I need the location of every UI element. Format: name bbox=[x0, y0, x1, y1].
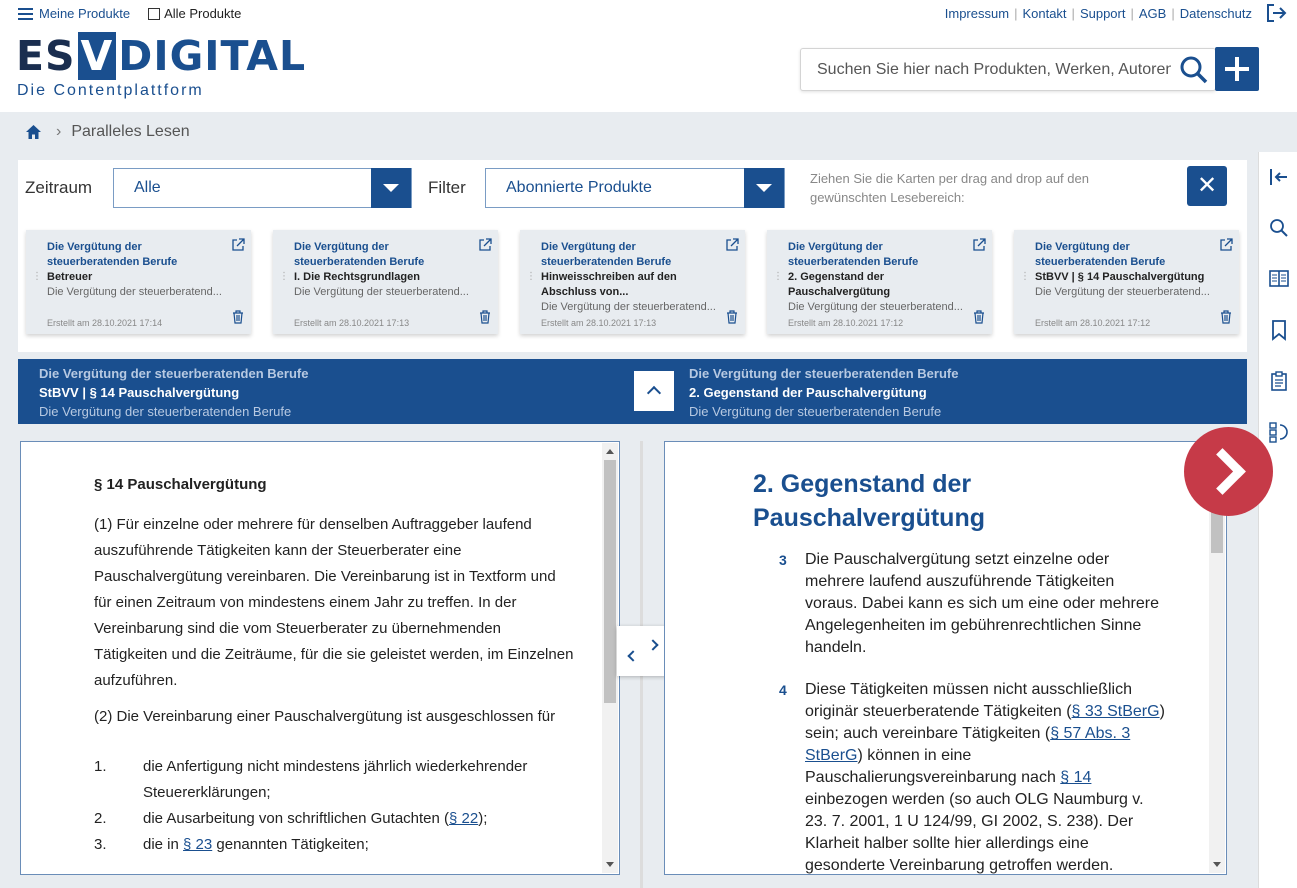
external-link-icon[interactable] bbox=[1219, 238, 1233, 252]
zeitraum-label: Zeitraum bbox=[25, 178, 93, 197]
all-products-label: Alle Produkte bbox=[164, 6, 242, 21]
top-left-links bbox=[18, 6, 259, 21]
zeitraum-select[interactable] bbox=[113, 168, 412, 208]
pane-navigation bbox=[617, 626, 667, 676]
chevron-left-icon[interactable] bbox=[627, 650, 638, 661]
bookmark-icon[interactable] bbox=[1268, 319, 1290, 341]
collapse-header-button[interactable] bbox=[634, 371, 674, 411]
drag-handle-icon[interactable]: ⋮ bbox=[1020, 271, 1030, 282]
chevron-right-icon[interactable] bbox=[647, 639, 658, 650]
right-book-title: Die Vergütung der steuerberatenden Berufe bbox=[689, 366, 959, 381]
reading-card[interactable] bbox=[1014, 230, 1239, 334]
link-paragraph-14[interactable]: § 14 bbox=[1060, 769, 1092, 786]
card-created: Erstellt am 28.10.2021 17:13 bbox=[294, 318, 410, 328]
next-arrow-button[interactable] bbox=[1184, 427, 1273, 516]
card-source: Die Vergütung der steuerberatend... bbox=[294, 286, 469, 298]
left-heading: § 14 Pauschalvergütung bbox=[94, 476, 267, 493]
right-source: Die Vergütung der steuerberatenden Berufe bbox=[689, 404, 942, 419]
card-title: Die Vergütung der steuerberatenden Berufe bbox=[294, 241, 425, 268]
card-created: Erstellt am 28.10.2021 17:12 bbox=[1035, 318, 1151, 328]
search-icon[interactable] bbox=[1268, 217, 1290, 239]
close-button[interactable]: ✕ bbox=[1187, 166, 1227, 206]
breadcrumb-current: Paralleles Lesen bbox=[71, 123, 190, 140]
left-book-title: Die Vergütung der steuerberatenden Berufe bbox=[39, 366, 309, 381]
reading-card[interactable] bbox=[273, 230, 498, 334]
link-datenschutz[interactable]: Datenschutz bbox=[1179, 6, 1252, 21]
chevron-right-icon: › bbox=[56, 123, 62, 140]
reading-card[interactable] bbox=[767, 230, 992, 334]
scroll-down-icon[interactable] bbox=[606, 862, 614, 867]
book-open-icon[interactable] bbox=[1268, 268, 1290, 290]
right-toolbar bbox=[1258, 152, 1297, 888]
filter-select[interactable] bbox=[485, 168, 785, 208]
my-products-label: Meine Produkte bbox=[39, 6, 131, 21]
breadcrumb bbox=[0, 112, 1297, 152]
chevron-down-icon[interactable] bbox=[371, 168, 411, 208]
card-section: StBVV | § 14 Pauschalvergütung bbox=[1035, 271, 1205, 283]
card-title: Die Vergütung der steuerberatenden Berufe bbox=[1035, 241, 1166, 268]
card-source: Die Vergütung der steuerberatend... bbox=[47, 286, 222, 298]
right-paragraph-3: Die Pauschalvergütung setzt einzelne oder mehrere laufend auszuführende Tätigkeiten voraus. Dabei kann es sich um eine oder mehrere Angelegenheiten im gebührenrechtlichen Sinne handeln. bbox=[805, 551, 1159, 656]
card-created: Erstellt am 28.10.2021 17:13 bbox=[541, 318, 657, 328]
external-link-icon[interactable] bbox=[972, 238, 986, 252]
card-section: Hinweisschreiben auf den Abschluss von... bbox=[541, 271, 677, 298]
list-item: 3. die in § 23 genannten Tätigkeiten; bbox=[94, 836, 369, 853]
trash-icon[interactable] bbox=[479, 310, 491, 324]
list-item: 2. die Ausarbeitung von schriftlichen Gutachten (§ 22); bbox=[94, 810, 488, 827]
right-reading-pane[interactable] bbox=[664, 441, 1227, 875]
collapse-panel-icon[interactable] bbox=[1268, 166, 1290, 188]
logout-icon[interactable] bbox=[1265, 3, 1287, 23]
margin-number: 3 bbox=[779, 552, 787, 568]
scroll-down-icon[interactable] bbox=[1213, 862, 1221, 867]
left-source: Die Vergütung der steuerberatenden Berufe bbox=[39, 404, 292, 419]
search-box bbox=[800, 48, 1216, 91]
right-heading: 2. Gegenstand der Pauschalvergütung bbox=[753, 470, 985, 532]
left-paragraph-2: (2) Die Vereinbarung einer Pauschalvergütung ist ausgeschlossen für bbox=[94, 708, 556, 725]
left-reading-pane[interactable] bbox=[20, 441, 620, 875]
esv-digital-logo[interactable]: ES V DIGITAL Die Contentplattform bbox=[16, 32, 307, 99]
external-link-icon[interactable] bbox=[478, 238, 492, 252]
search-icon[interactable] bbox=[1179, 55, 1209, 85]
reading-header bbox=[18, 359, 1247, 424]
filter-value: Abonnierte Produkte bbox=[506, 179, 652, 196]
filter-panel bbox=[18, 160, 1247, 352]
left-reading-header bbox=[39, 364, 308, 421]
drag-handle-icon[interactable]: ⋮ bbox=[32, 271, 42, 282]
link-paragraph-23[interactable]: § 23 bbox=[183, 836, 213, 853]
link-57-stberg[interactable]: § 57 Abs. 3 StBerG bbox=[805, 725, 1131, 764]
all-products-checkbox[interactable] bbox=[148, 8, 160, 20]
drag-hint: Ziehen Sie die Karten per drag and drop auf den gewünschten Lesebereich: bbox=[810, 171, 1089, 205]
left-section-title: StBVV | § 14 Pauschalvergütung bbox=[39, 385, 240, 400]
external-link-icon[interactable] bbox=[231, 238, 245, 252]
add-button[interactable] bbox=[1215, 47, 1259, 91]
card-created: Erstellt am 28.10.2021 17:12 bbox=[788, 318, 904, 328]
card-source: Die Vergütung der steuerberatend... bbox=[788, 301, 963, 313]
trash-icon[interactable] bbox=[232, 310, 244, 324]
my-products-menu[interactable] bbox=[18, 6, 130, 21]
link-support[interactable]: Support bbox=[1079, 6, 1126, 21]
hamburger-icon bbox=[18, 8, 33, 20]
drag-handle-icon[interactable]: ⋮ bbox=[773, 271, 783, 282]
zeitraum-value: Alle bbox=[134, 179, 161, 196]
card-title: Die Vergütung der steuerberatenden Berufe bbox=[788, 241, 919, 268]
top-bar bbox=[0, 0, 1297, 112]
card-section: I. Die Rechtsgrundlagen bbox=[294, 271, 420, 283]
logo-subtitle: Die Contentplattform bbox=[17, 82, 204, 99]
margin-number: 4 bbox=[779, 682, 787, 698]
trash-icon[interactable] bbox=[1220, 310, 1232, 324]
clipboard-icon[interactable] bbox=[1268, 370, 1290, 392]
right-reading-header bbox=[689, 364, 958, 421]
left-paragraph-1: (1) Für einzelne oder mehrere für denselben Auftraggeber laufend auszuführende Tätigkeiten kann der Steuerberater eine Pauschalvergütung vereinbaren. Die Vereinbarung ist in Textform und für einen Zeitraum von mindestens einem Jahr zu treffen. In der Vereinbarung sind die vom Steuerberater zu übernehmenden Tätigkeiten und die Zeiträume, für die sie geleistet werden, im Einzelnen aufzuführen. bbox=[94, 516, 574, 689]
right-section-title: 2. Gegenstand der Pauschalvergütung bbox=[689, 385, 927, 400]
link-paragraph-22[interactable]: § 22 bbox=[449, 810, 479, 827]
home-icon[interactable] bbox=[25, 124, 42, 140]
link-kontakt[interactable]: Kontakt bbox=[1022, 6, 1067, 21]
card-title: Die Vergütung der steuerberatenden Berufe bbox=[541, 241, 672, 268]
filter-label: Filter bbox=[428, 178, 466, 197]
all-products-toggle[interactable] bbox=[148, 6, 241, 21]
reading-card[interactable] bbox=[26, 230, 251, 334]
link-33-stberg[interactable]: § 33 StBerG bbox=[1071, 703, 1160, 720]
card-created: Erstellt am 28.10.2021 17:14 bbox=[47, 318, 163, 328]
left-scrollbar[interactable] bbox=[602, 443, 618, 873]
right-paragraph-4: Diese Tätigkeiten müssen nicht ausschließlich originär steuerberatende Tätigkeiten (§ 33 StBerG) sein; auch vereinbare Tätigkeiten (§ 57 Abs. 3 StBerG) können in eine Pauschalierungsvereinbarung nach § 14 einbezogen werden (so auch OLG Naumburg v. 23. 7. 2001, 1 U 124/99, GI 2002, S. 238). Der Klarheit halber sollte hier allerdings eine gesonderte Vereinbarung getroffen werden. bbox=[805, 681, 1165, 874]
history-icon[interactable] bbox=[1268, 421, 1290, 443]
card-source: Die Vergütung der steuerberatend... bbox=[541, 301, 716, 313]
scroll-up-icon[interactable] bbox=[606, 449, 614, 454]
drag-handle-icon[interactable]: ⋮ bbox=[526, 271, 536, 282]
search-input[interactable] bbox=[801, 49, 1171, 90]
card-section: Betreuer bbox=[47, 271, 93, 283]
card-title: Die Vergütung der steuerberatenden Berufe bbox=[47, 241, 178, 268]
link-agb[interactable]: AGB bbox=[1138, 6, 1167, 21]
link-impressum[interactable]: Impressum bbox=[944, 6, 1010, 21]
trash-icon[interactable] bbox=[726, 310, 738, 324]
card-source: Die Vergütung der steuerberatend... bbox=[1035, 286, 1210, 298]
drag-handle-icon[interactable]: ⋮ bbox=[279, 271, 289, 282]
trash-icon[interactable] bbox=[973, 310, 985, 324]
chevron-down-icon[interactable] bbox=[744, 168, 784, 208]
external-link-icon[interactable] bbox=[725, 238, 739, 252]
left-scroll-thumb[interactable] bbox=[604, 460, 616, 703]
card-section: 2. Gegenstand der Pauschalvergütung bbox=[788, 271, 891, 298]
reading-card[interactable] bbox=[520, 230, 745, 334]
list-item: 1. die Anfertigung nicht mindestens jährlich wiederkehrender Steuererklärungen; bbox=[94, 758, 528, 801]
footer-links: Impressum | Kontakt | Support | AGB | Datenschutz bbox=[944, 6, 1252, 21]
